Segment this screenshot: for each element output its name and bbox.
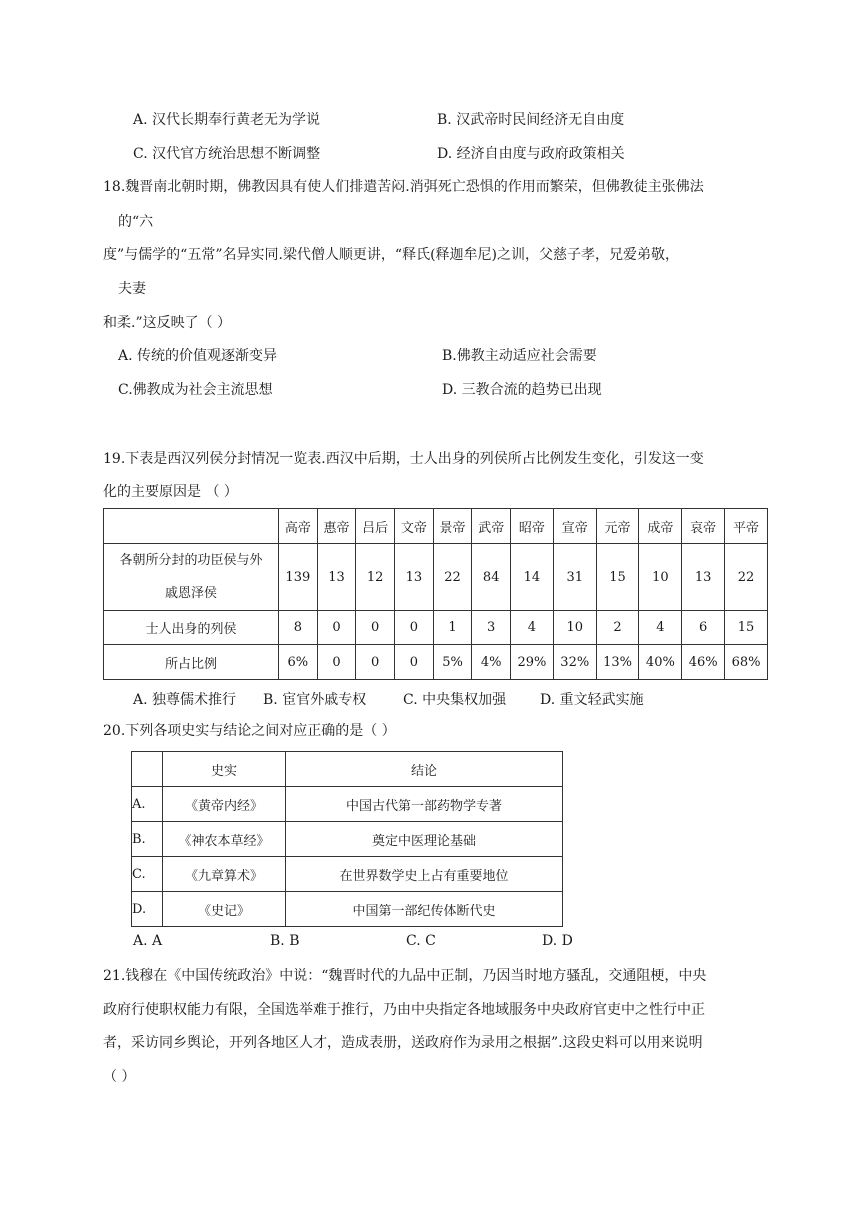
table-cell: 22 bbox=[725, 544, 768, 611]
table-cell: 结论 bbox=[286, 752, 563, 787]
q17-option-b: B. 汉武帝时民间经济无自由度 bbox=[437, 112, 625, 128]
q20-option-b: B. B bbox=[270, 933, 300, 949]
table-cell: 0 bbox=[356, 611, 395, 645]
q20-option-a: A. A bbox=[133, 933, 163, 949]
table-cell: 8 bbox=[279, 611, 318, 645]
table-row-label: 士人出身的列侯 bbox=[104, 611, 279, 645]
table-row bbox=[132, 857, 563, 892]
table-cell: 武帝 bbox=[472, 509, 511, 544]
q18-line-1: 18.魏晋南北朝时期，佛教因具有使人们排遣苦闷.消弭死亡恐惧的作用而繁荣，但佛教徒主张佛法 bbox=[103, 179, 704, 195]
table-cell: 46% bbox=[682, 645, 725, 680]
q20-option-d: D. D bbox=[542, 933, 573, 949]
table-cell: 2 bbox=[596, 611, 639, 645]
q18-option-c: C.佛教成为社会主流思想 bbox=[118, 382, 273, 398]
q19-option-c: C. 中央集权加强 bbox=[403, 692, 507, 708]
table-cell: 31 bbox=[553, 544, 596, 611]
table-cell: 12 bbox=[356, 544, 395, 611]
table-cell bbox=[104, 509, 279, 544]
table-row bbox=[132, 822, 563, 857]
table-cell: 1 bbox=[433, 611, 472, 645]
table-cell: 《黄帝内经》 bbox=[163, 787, 286, 822]
q19-option-d: D. 重文轻武实施 bbox=[540, 692, 644, 708]
table-cell: 0 bbox=[395, 645, 434, 680]
table-cell: 0 bbox=[356, 645, 395, 680]
table-cell: 6% bbox=[279, 645, 318, 680]
table-cell: 4 bbox=[511, 611, 554, 645]
table-cell: 平帝 bbox=[725, 509, 768, 544]
table-cell: 昭帝 bbox=[511, 509, 554, 544]
table-cell: 4 bbox=[639, 611, 682, 645]
table-row-label: 所占比例 bbox=[104, 645, 279, 680]
table-cell: 成帝 bbox=[639, 509, 682, 544]
table-row-label: 各朝所分封的功臣侯与外戚恩泽侯 bbox=[104, 544, 279, 611]
q20-table bbox=[131, 751, 563, 927]
table-cell: 29% bbox=[511, 645, 554, 680]
table-cell: D. bbox=[132, 892, 163, 927]
table-cell: 吕后 bbox=[356, 509, 395, 544]
table-cell bbox=[132, 752, 163, 787]
q18-line-5: 和柔.”这反映了（ ） bbox=[103, 315, 232, 331]
table-cell: B. bbox=[132, 822, 163, 857]
table-cell: 10 bbox=[639, 544, 682, 611]
table-cell: 13 bbox=[317, 544, 356, 611]
q18-line-3: 度”与儒学的“五常”名异实同.梁代僧人顺更讲，“释氏(释迦牟尼)之训，父慈子孝，兄爱弟敬， bbox=[103, 247, 680, 263]
table-cell: 0 bbox=[317, 611, 356, 645]
table-cell: 3 bbox=[472, 611, 511, 645]
table-cell: 5% bbox=[433, 645, 472, 680]
table-row bbox=[104, 645, 768, 680]
table-header-row bbox=[104, 509, 768, 544]
table-cell: 139 bbox=[279, 544, 318, 611]
q20-option-c: C. C bbox=[406, 933, 436, 949]
table-cell: 文帝 bbox=[395, 509, 434, 544]
q18-option-b: B.佛教主动适应社会需要 bbox=[442, 348, 597, 364]
table-cell: 68% bbox=[725, 645, 768, 680]
q18-option-d: D. 三教合流的趋势已出现 bbox=[442, 382, 602, 398]
table-cell: 高帝 bbox=[279, 509, 318, 544]
table-cell: 哀帝 bbox=[682, 509, 725, 544]
q17-option-a: A. 汉代长期奉行黄老无为学说 bbox=[133, 112, 321, 128]
table-cell: 中国古代第一部药物学专著 bbox=[286, 787, 563, 822]
table-cell: 14 bbox=[511, 544, 554, 611]
table-header-row bbox=[132, 752, 563, 787]
table-cell: 《神农本草经》 bbox=[163, 822, 286, 857]
table-cell: 在世界数学史上占有重要地位 bbox=[286, 857, 563, 892]
table-cell: 15 bbox=[725, 611, 768, 645]
table-cell: 22 bbox=[433, 544, 472, 611]
table-cell: C. bbox=[132, 857, 163, 892]
table-cell: 13% bbox=[596, 645, 639, 680]
q19-line-2: 化的主要原因是 （ ） bbox=[103, 484, 238, 500]
table-row bbox=[132, 892, 563, 927]
table-cell: 0 bbox=[317, 645, 356, 680]
table-cell: 6 bbox=[682, 611, 725, 645]
table-cell: 4% bbox=[472, 645, 511, 680]
q18-option-a: A. 传统的价值观逐渐变异 bbox=[118, 348, 278, 364]
table-row bbox=[132, 787, 563, 822]
q21-line-3: 者，采访同乡舆论，开列各地区人才，造成表册，送政府作为录用之根据”.这段史料可以用来说明 bbox=[103, 1035, 703, 1051]
table-cell: 《九章算术》 bbox=[163, 857, 286, 892]
table-cell: 《史记》 bbox=[163, 892, 286, 927]
q18-line-2: 的“六 bbox=[118, 214, 154, 230]
q19-option-b: B. 宦官外戚专权 bbox=[263, 692, 367, 708]
q19-line-1: 19.下表是西汉列侯分封情况一览表.西汉中后期，士人出身的列侯所占比例发生变化，引发这一变 bbox=[103, 451, 704, 467]
table-cell: 40% bbox=[639, 645, 682, 680]
q20-line-1: 20.下列各项史实与结论之间对应正确的是（ ） bbox=[103, 723, 396, 739]
table-cell: 奠定中医理论基础 bbox=[286, 822, 563, 857]
table-cell: 元帝 bbox=[596, 509, 639, 544]
table-cell: 中国第一部纪传体断代史 bbox=[286, 892, 563, 927]
table-cell: 10 bbox=[553, 611, 596, 645]
table-row bbox=[104, 544, 768, 611]
table-cell: A. bbox=[132, 787, 163, 822]
table-cell: 13 bbox=[395, 544, 434, 611]
q21-line-2: 政府行使职权能力有限，全国选举难于推行，乃由中央指定各地域服务中央政府官吏中之性行中正 bbox=[103, 1002, 705, 1018]
table-cell: 惠帝 bbox=[317, 509, 356, 544]
table-cell: 0 bbox=[395, 611, 434, 645]
q21-line-1: 21.钱穆在《中国传统政治》中说：“魏晋时代的九品中正制，乃因当时地方骚乱，交通阻梗，中央 bbox=[103, 968, 707, 984]
table-cell: 32% bbox=[553, 645, 596, 680]
table-cell: 宣帝 bbox=[553, 509, 596, 544]
q19-table bbox=[103, 508, 768, 680]
q21-line-4: （ ） bbox=[103, 1069, 136, 1085]
table-cell: 史实 bbox=[163, 752, 286, 787]
q18-line-4: 夫妻 bbox=[118, 281, 146, 297]
table-cell: 15 bbox=[596, 544, 639, 611]
table-cell: 84 bbox=[472, 544, 511, 611]
table-cell: 景帝 bbox=[433, 509, 472, 544]
q17-option-c: C. 汉代官方统治思想不断调整 bbox=[133, 146, 321, 162]
table-row bbox=[104, 611, 768, 645]
q17-option-d: D. 经济自由度与政府政策相关 bbox=[437, 146, 625, 162]
table-cell: 13 bbox=[682, 544, 725, 611]
q19-option-a: A. 独尊儒术推行 bbox=[133, 692, 237, 708]
